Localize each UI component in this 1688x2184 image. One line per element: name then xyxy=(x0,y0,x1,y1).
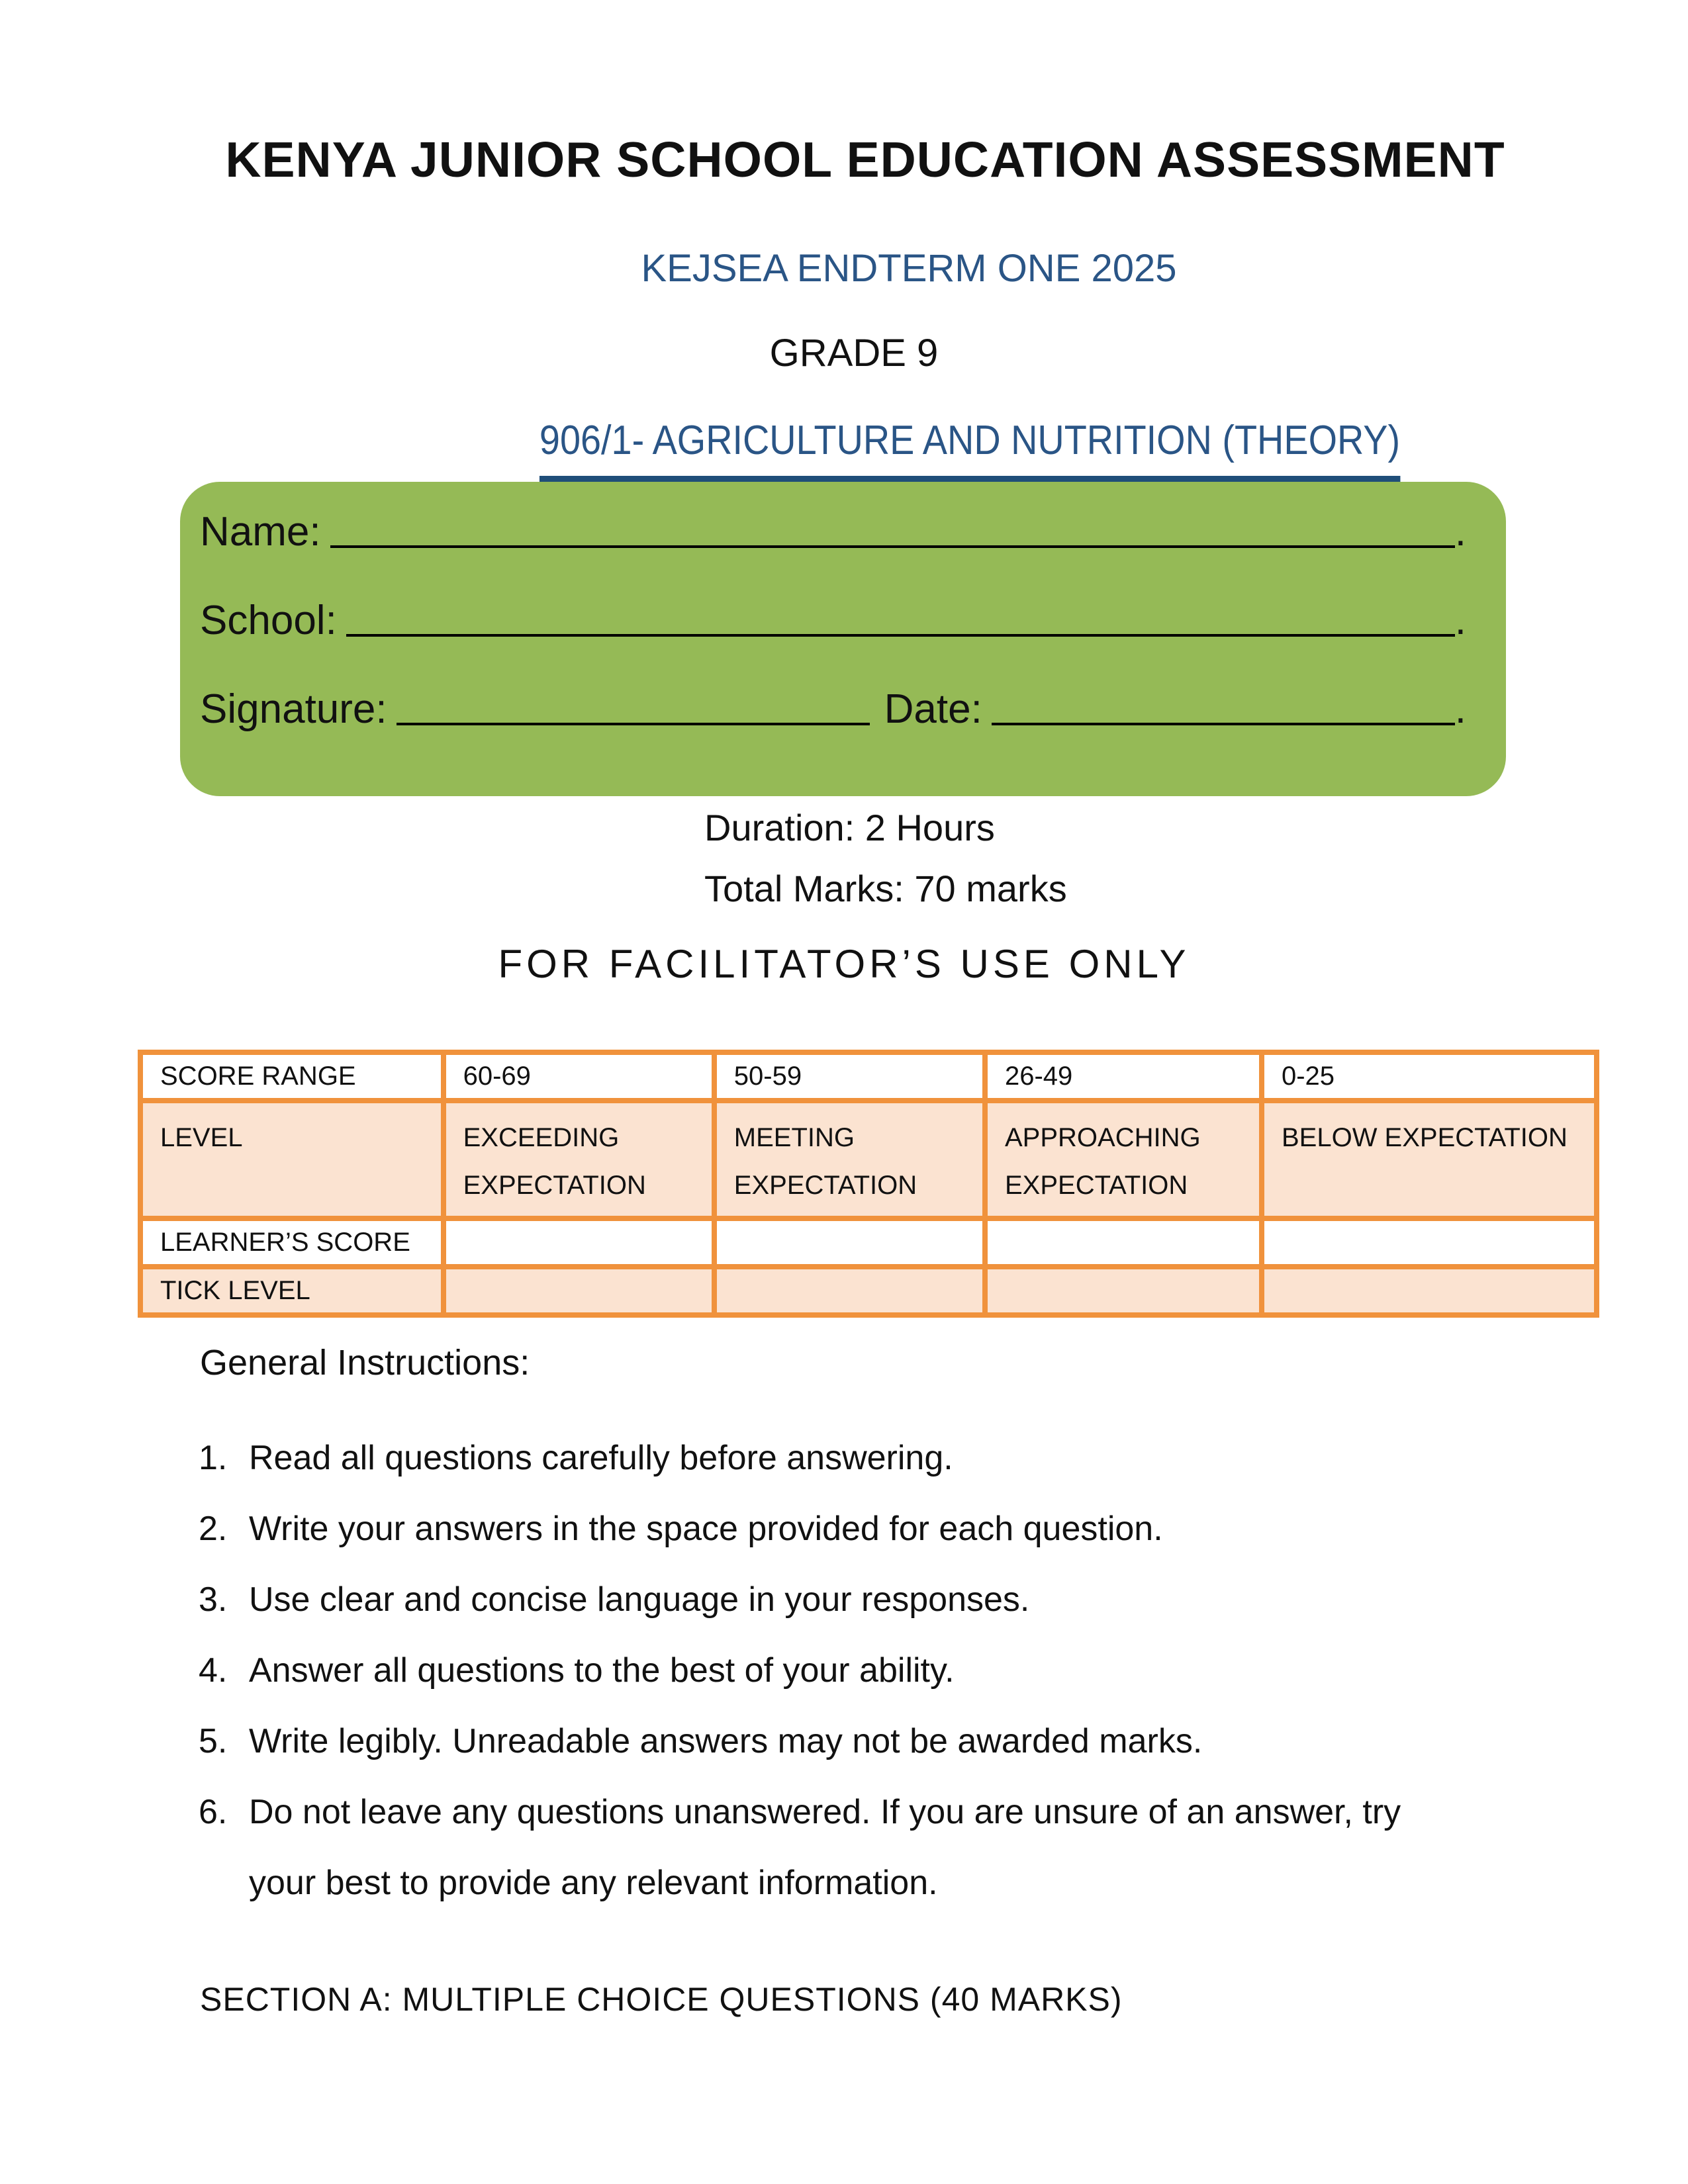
level-row xyxy=(140,1101,1597,1218)
list-item xyxy=(199,1494,1466,1565)
list-item-number: 3. xyxy=(199,1580,228,1619)
candidate-info-box xyxy=(180,482,1506,796)
total-marks-text: Total Marks: 70 marks xyxy=(704,868,1067,909)
list-item-number: 4. xyxy=(199,1651,228,1690)
list-item-number: 1. xyxy=(199,1439,228,1477)
subject-line: 906/1- AGRICULTURE AND NUTRITION (THEORY) xyxy=(539,417,1400,482)
table-cell xyxy=(985,1218,1262,1267)
tick-level-row xyxy=(140,1267,1597,1315)
section-a-heading: SECTION A: MULTIPLE CHOICE QUESTIONS (40 MARKS) xyxy=(200,1981,1123,2018)
table-cell: 50-59 xyxy=(714,1052,985,1101)
list-item-number: 2. xyxy=(199,1510,228,1548)
facilitator-heading: FOR FACILITATOR’S USE ONLY xyxy=(498,942,1190,986)
score-range-row xyxy=(140,1052,1597,1101)
table-cell: EXCEEDING EXPECTATION xyxy=(444,1101,714,1218)
table-cell: BELOW EXPECTATION xyxy=(1262,1101,1597,1218)
table-cell xyxy=(1262,1267,1597,1315)
table-cell xyxy=(714,1218,985,1267)
name-label: Name: xyxy=(200,509,321,555)
facilitator-score-table xyxy=(138,1050,1599,1318)
signature-label: Signature: xyxy=(200,686,387,732)
school-label: School: xyxy=(200,598,337,643)
table-cell xyxy=(444,1267,714,1315)
list-item-text: Use clear and concise language in your responses. xyxy=(249,1580,1030,1619)
duration-text: Duration: 2 Hours xyxy=(704,807,995,848)
table-cell: SCORE RANGE xyxy=(140,1052,444,1101)
name-line-period: . xyxy=(1454,509,1466,555)
table-cell xyxy=(985,1267,1262,1315)
list-item-text: Answer all questions to the best of your ability. xyxy=(249,1651,955,1690)
table-cell xyxy=(444,1218,714,1267)
list-item-text: Write your answers in the space provided for each question. xyxy=(249,1510,1163,1548)
list-item-text: Do not leave any questions unanswered. If you are unsure of an answer, try your best to provide any relevant information. xyxy=(249,1793,1401,1902)
table-cell: APPROACHING EXPECTATION xyxy=(985,1101,1262,1218)
list-item xyxy=(199,1777,1466,1919)
name-field-row xyxy=(200,508,1466,555)
list-item-text: Write legibly. Unreadable answers may not be awarded marks. xyxy=(249,1722,1203,1760)
list-item-number: 5. xyxy=(199,1722,228,1760)
list-item xyxy=(199,1635,1466,1706)
instructions-list xyxy=(199,1423,1466,1919)
table-cell: 0-25 xyxy=(1262,1052,1597,1101)
date-line-period: . xyxy=(1454,686,1466,732)
list-item xyxy=(199,1423,1466,1494)
page-title: KENYA JUNIOR SCHOOL EDUCATION ASSESSMENT xyxy=(225,132,1505,187)
name-fill-line xyxy=(330,545,1455,548)
table-cell: MEETING EXPECTATION xyxy=(714,1101,985,1218)
school-field-row xyxy=(200,597,1466,643)
table-cell: LEVEL xyxy=(140,1101,444,1218)
list-item xyxy=(199,1565,1466,1635)
signature-fill-line xyxy=(397,722,870,725)
list-item-number: 6. xyxy=(199,1793,228,1831)
list-item xyxy=(199,1706,1466,1777)
school-line-period: . xyxy=(1454,598,1466,643)
date-label: Date: xyxy=(884,686,982,732)
exam-series-subtitle: KEJSEA ENDTERM ONE 2025 xyxy=(641,247,1177,290)
grade-line: GRADE 9 xyxy=(769,332,939,375)
table-cell: LEARNER’S SCORE xyxy=(140,1218,444,1267)
instructions-heading: General Instructions: xyxy=(200,1343,530,1383)
table-cell: 26-49 xyxy=(985,1052,1262,1101)
exam-meta-block xyxy=(704,797,1067,919)
learners-score-row xyxy=(140,1218,1597,1267)
school-fill-line xyxy=(346,633,1455,637)
signature-date-row xyxy=(200,686,1466,732)
list-item-text: Read all questions carefully before answering. xyxy=(249,1439,953,1477)
table-cell xyxy=(714,1267,985,1315)
table-cell xyxy=(1262,1218,1597,1267)
date-fill-line xyxy=(992,722,1455,725)
table-cell: 60-69 xyxy=(444,1052,714,1101)
table-cell: TICK LEVEL xyxy=(140,1267,444,1315)
